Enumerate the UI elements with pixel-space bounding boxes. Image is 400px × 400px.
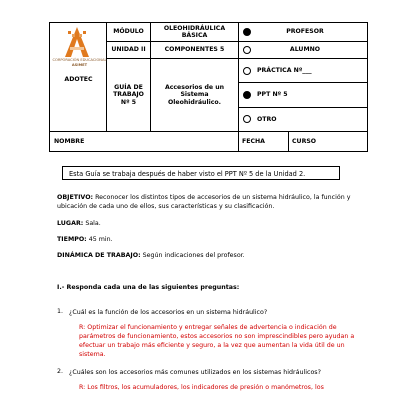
- modulo-value: OLEOHIDRÁULICA BÁSICA: [151, 23, 239, 42]
- radio-filled-icon[interactable]: [243, 91, 251, 99]
- curso-field[interactable]: CURSO: [289, 132, 368, 152]
- option-practica[interactable]: PRÁCTICA Nº___: [239, 59, 367, 83]
- logo-org2-text: ASIMET: [71, 63, 88, 67]
- logo-cell: [50, 23, 107, 132]
- unidad-value: COMPONENTES 5: [151, 42, 239, 59]
- option-otro[interactable]: OTRO: [239, 108, 367, 131]
- header-table: [49, 22, 368, 152]
- unidad-label: UNIDAD II: [107, 42, 151, 59]
- objetivo-label: OBJETIVO:: [57, 194, 94, 201]
- objetivo-paragraph: [57, 193, 362, 211]
- nombre-field[interactable]: NOMBRE: [50, 132, 239, 152]
- option-alumno[interactable]: ALUMNO: [239, 42, 368, 59]
- section-title: I.- Responda cada una de las siguientes preguntas:: [57, 284, 240, 291]
- guia-label: GUÍA DE TRABAJO Nº 5: [107, 59, 151, 132]
- options-group: [239, 59, 368, 132]
- option-profesor[interactable]: PROFESOR: [239, 23, 368, 42]
- question-number: 2.: [57, 368, 64, 375]
- fecha-field[interactable]: FECHA: [239, 132, 289, 152]
- modulo-label: MÓDULO: [107, 23, 151, 42]
- dinamica-text: Según indicaciones del profesor.: [142, 252, 245, 259]
- option-ppt[interactable]: PPT Nº 5: [239, 83, 367, 107]
- answer-text: R: Optimizar el funcionamiento y entregar señales de advertencia o indicación de parámetros de funcionamiento, estos accesorios no son imprescindibles pero ayudan a efectuar un trabajo más eficiente y seguro, a la vez que aumentan la vida útil de un sistema.: [79, 324, 355, 359]
- answer-text: R: Los filtros, los acumuladores, los indicadores de presión o manómetros, los: [79, 384, 324, 391]
- question-text: ¿Cuál es la función de los accesorios en un sistema hidráulico?: [69, 309, 268, 316]
- guia-title: Accesorios de un Sistema Oleohidráulico.: [151, 59, 239, 132]
- lugar-line: [57, 219, 362, 228]
- radio-filled-icon[interactable]: [243, 28, 251, 36]
- lugar-label: LUGAR:: [57, 220, 84, 227]
- logo-org-text: CORPORACIÓN EDUCACIONAL: [52, 58, 107, 62]
- tiempo-label: TIEMPO:: [57, 236, 87, 243]
- note-box: Esta Guía se trabaja después de haber visto el PPT Nº 5 de la Unidad 2.: [62, 166, 340, 180]
- question-number: 1.: [57, 308, 64, 315]
- question-text: ¿Cuáles son los accesorios más comunes utilizados en los sistemas hidráulicos?: [69, 369, 321, 376]
- objetivo-text: Reconocer los distintos tipos de accesorios de un sistema hidráulico, la función y ubicación de cada uno de ellos, sus características y su clasificación.: [57, 194, 351, 211]
- adotec-logo-icon: [63, 27, 91, 57]
- dinamica-line: [57, 251, 362, 260]
- radio-empty-icon[interactable]: [243, 46, 251, 54]
- lugar-text: Sala.: [85, 220, 101, 227]
- logo-name: ADOTEC: [64, 76, 93, 83]
- tiempo-line: [57, 235, 362, 244]
- radio-empty-icon[interactable]: [243, 115, 251, 123]
- dinamica-label: DINÁMICA DE TRABAJO:: [57, 252, 141, 259]
- tiempo-text: 45 min.: [88, 236, 113, 243]
- radio-empty-icon[interactable]: [243, 67, 251, 75]
